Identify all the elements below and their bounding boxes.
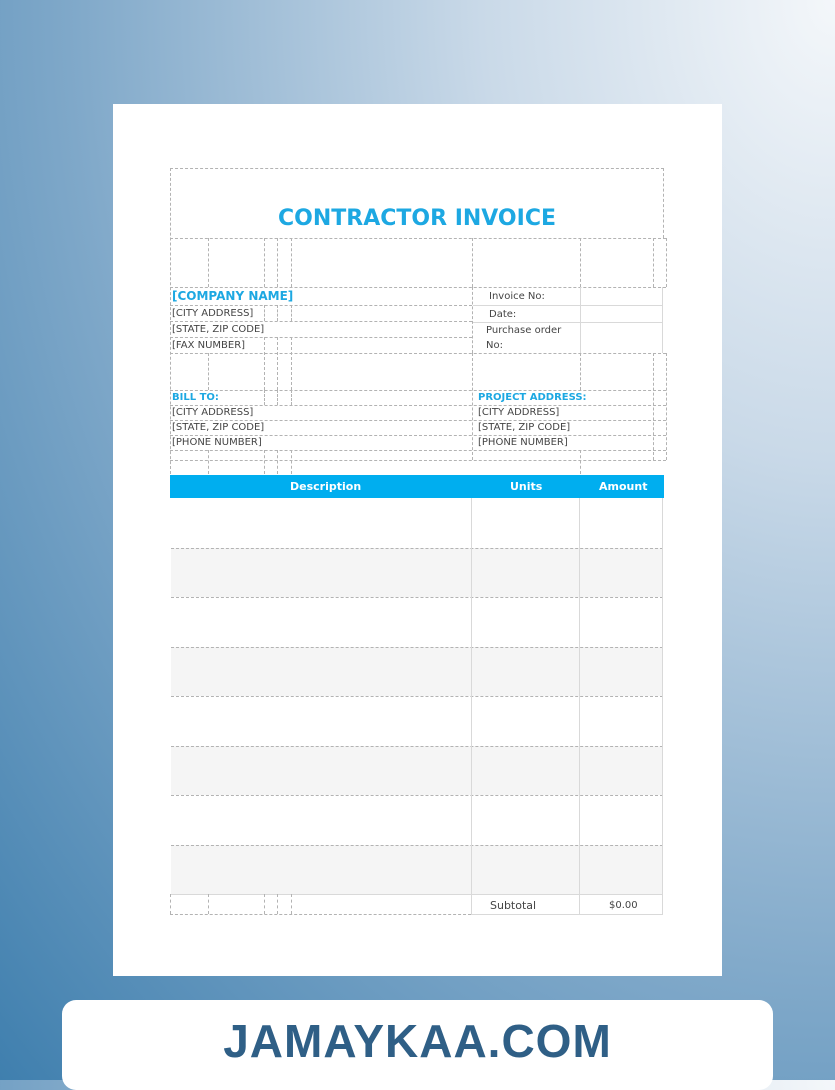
grid-line — [291, 450, 292, 474]
grid-line — [170, 405, 666, 406]
grid-line — [170, 914, 471, 915]
grid-line — [171, 548, 663, 549]
brand-banner — [62, 1000, 773, 1090]
header-amount: Amount — [599, 480, 648, 493]
grid-line — [580, 450, 581, 474]
company-state: [STATE, ZIP CODE] — [172, 324, 265, 335]
grid-line — [472, 238, 473, 287]
grid-line — [170, 287, 666, 288]
grid-line — [277, 337, 278, 390]
grid-line — [277, 390, 278, 405]
header-units: Units — [510, 480, 543, 493]
subtotal-value: $0.00 — [609, 900, 638, 911]
grid-line — [171, 746, 663, 747]
grid-line — [471, 498, 472, 914]
grid-line — [170, 238, 666, 239]
grid-line — [579, 498, 580, 914]
grid-line — [171, 894, 663, 895]
bill-to-phone: [PHONE NUMBER] — [172, 437, 262, 448]
po-label-line1: Purchase order — [486, 325, 562, 336]
grid-line — [264, 390, 265, 405]
grid-line — [291, 337, 292, 390]
grid-line — [580, 238, 581, 287]
header-description: Description — [290, 480, 362, 493]
grid-line — [291, 305, 292, 321]
company-name: [COMPANY NAME] — [172, 289, 294, 303]
project-city: [CITY ADDRESS] — [478, 407, 560, 418]
grid-line — [473, 305, 663, 306]
table-row — [171, 845, 663, 894]
grid-line — [170, 450, 666, 451]
line-items-header — [170, 475, 664, 498]
grid-line — [170, 168, 664, 169]
grid-line — [653, 353, 654, 460]
invoice-no-label: Invoice No: — [489, 291, 545, 302]
grid-line — [170, 894, 171, 914]
grid-line — [473, 322, 663, 323]
grid-line — [472, 353, 473, 460]
grid-line — [171, 845, 663, 846]
project-address-label: PROJECT ADDRESS: — [478, 392, 587, 403]
grid-line — [170, 321, 472, 322]
invoice-sheet — [113, 104, 722, 976]
grid-line — [291, 238, 292, 287]
grid-line — [277, 894, 278, 914]
grid-line — [171, 795, 663, 796]
bill-to-label: BILL TO: — [172, 392, 219, 403]
date-label: Date: — [489, 309, 517, 320]
grid-line — [277, 238, 278, 287]
grid-line — [662, 498, 663, 914]
brand-text: JAMAYKAA.COM — [223, 1015, 612, 1067]
grid-line — [170, 460, 666, 461]
company-city: [CITY ADDRESS] — [172, 308, 254, 319]
grid-line — [580, 353, 581, 390]
grid-line — [471, 914, 663, 915]
grid-line — [277, 450, 278, 474]
invoice-title: CONTRACTOR INVOICE — [278, 206, 556, 231]
subtotal-label: Subtotal — [490, 899, 537, 912]
grid-line — [171, 597, 663, 598]
grid-line — [170, 420, 666, 421]
grid-line — [666, 238, 667, 287]
grid-line — [291, 390, 292, 405]
grid-line — [663, 168, 664, 238]
grid-line — [171, 647, 663, 648]
table-row — [171, 746, 663, 795]
grid-line — [666, 353, 667, 460]
grid-line — [264, 450, 265, 474]
grid-line — [264, 337, 265, 390]
grid-line — [170, 435, 666, 436]
table-row — [171, 647, 663, 696]
bill-to-city: [CITY ADDRESS] — [172, 407, 254, 418]
grid-line — [208, 353, 209, 390]
grid-line — [264, 305, 265, 321]
grid-line — [472, 287, 473, 353]
bill-to-state: [STATE, ZIP CODE] — [172, 422, 265, 433]
grid-line — [170, 390, 666, 391]
grid-line — [653, 238, 654, 287]
grid-line — [208, 238, 209, 287]
grid-line — [580, 287, 581, 353]
grid-line — [291, 894, 292, 914]
grid-line — [277, 305, 278, 321]
project-phone: [PHONE NUMBER] — [478, 437, 568, 448]
grid-line — [208, 450, 209, 474]
project-state: [STATE, ZIP CODE] — [478, 422, 571, 433]
po-label-line2: No: — [486, 340, 503, 351]
grid-line — [170, 353, 666, 354]
grid-line — [208, 894, 209, 914]
company-fax: [FAX NUMBER] — [172, 340, 246, 351]
grid-line — [264, 894, 265, 914]
grid-line — [264, 238, 265, 287]
grid-line — [171, 696, 663, 697]
grid-line — [662, 287, 663, 353]
grid-line — [170, 337, 472, 338]
table-row — [171, 548, 663, 597]
grid-line — [170, 305, 472, 306]
